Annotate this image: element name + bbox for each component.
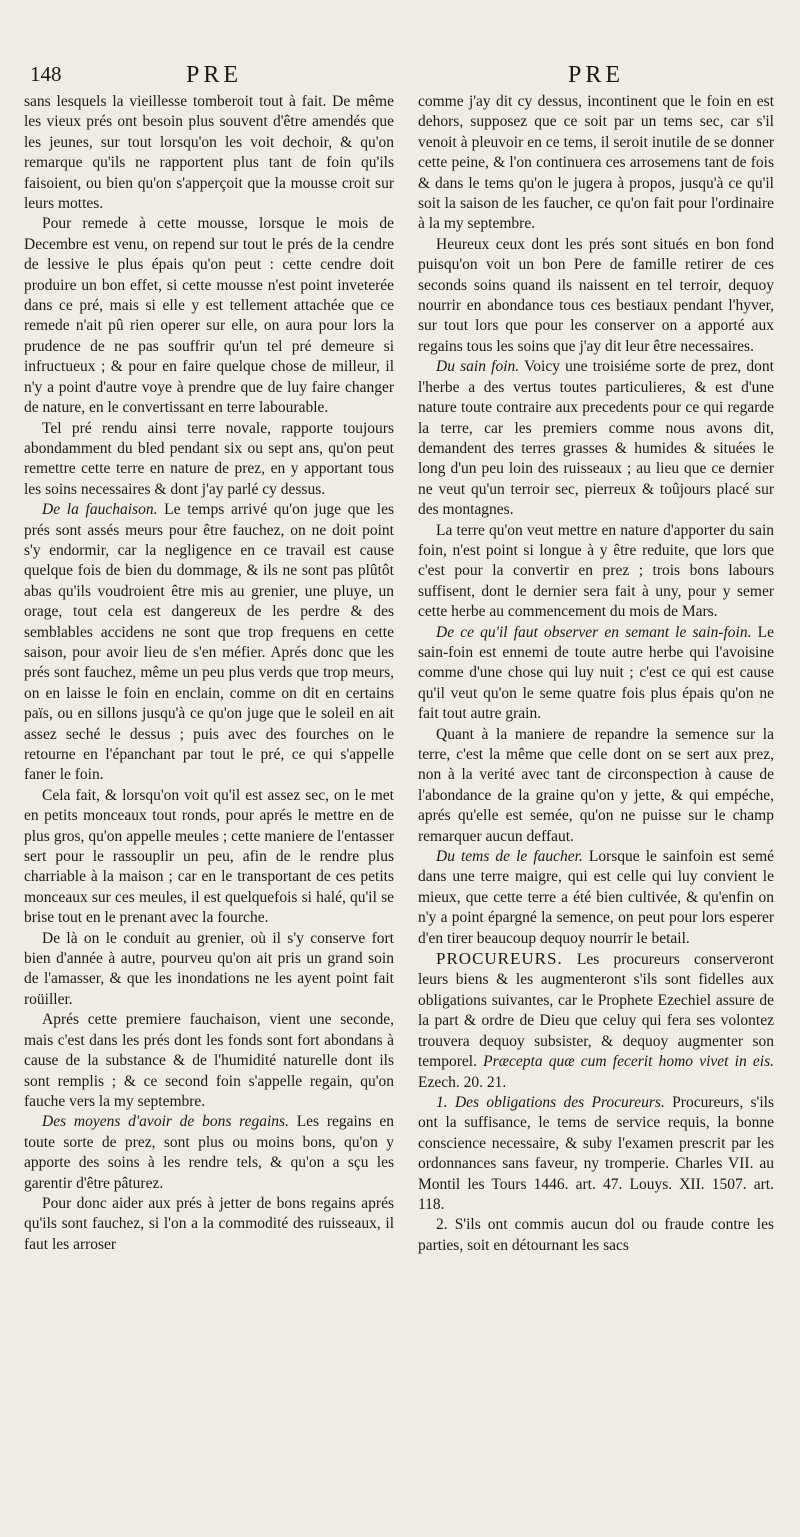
section-heading: Des moyens d'avoir de bons regains.: [42, 1113, 289, 1131]
paragraph: Aprés cette premiere fauchaison, vient une seconde, mais c'est dans les prés dont les fonds sont fort abondans à cause de la substance & de l'humidité naturelle dont ils sont remplis ; & ce second foin s'appelle regain, qu'on fauche vers la my septembre.: [24, 1011, 394, 1110]
paragraph: De la fauchaison. Le temps arrivé qu'on juge que les prés sont assés meurs pour être fauchez, on ne doit point s'y endormir, car la negligence en ce travail est cause quelque fois de bien du dommage, & ils ne sont pas plûtôt abas qu'ils voudroient être mis au grenier, une pluye, un orage, tout cela est dangereux de les perdre & des semblables accidens ne sont que trop frequens en cette saison, pour avoir lieu de s'en méfier. Aprés donc que les prés sont fauchez, même un peu plus verds que trop meurs, on en laisse le foin en enclain, comme on dit en certains païs, ou en sillons jusqu'à ce qu'on juge que le soleil en ait assez seché le dessus ; puis avec des fourches on le retourne en l'épanchant par tout le pré, ce qui s'appelle faner le foin.: [24, 501, 395, 784]
left-column: [24, 92, 394, 1255]
paragraph: 2. S'ils ont commis aucun dol ou fraude contre les parties, soit en détournant les sacs: [418, 1216, 774, 1254]
paragraph: Pour donc aider aux prés à jetter de bons regains aprés qu'ils sont fauchez, si l'on a la commodité des ruisseaux, il faut les arroser: [24, 1194, 394, 1253]
paragraph: Des moyens d'avoir de bons regains. Les regains en toute sorte de prez, sont plus ou moins bons, qu'on y apporte des soins à les rendre tels, & qu'on a sçu les garentir d'être pâturez.: [24, 1113, 394, 1192]
paragraph: Quant à la maniere de repandre la semence sur la terre, c'est la même que celle dont on se sert aux prez, non à la verité avec tant de circonspection à cause de l'abondance de la graine qu'on y jette, & qui empéche, aprés qu'elle est semée, qu'on ne puisse sur le champ remarquer aucun deffaut.: [418, 725, 774, 845]
paragraph: De là on le conduit au grenier, où il s'y conserve fort bien d'année à autre, pourveu qu'on ait pris un grand soin de l'amasser, & que les inondations ne les ayent point fait roüiller.: [24, 929, 394, 1008]
paragraph: 1. Des obligations des Procureurs. Procureurs, s'ils ont la suffisance, le tems de service requis, la bonne conscience necessaire, & suby l'examen prescrit par les ordonnances sans faveur, ny tromperie. Charles VII. au Montil les Tours 1446. art. 47. Louys. XII. 1507. art. 118.: [418, 1093, 774, 1213]
paragraph: Du sain foin. Voicy une troisiéme sorte de prez, dont l'herbe a des vertus toutes particulieres, & est d'une nature toute contraire aux precedents pour ce qui regarde la terre, car les premiers comme nous avons dit, demandent des terres grasses & humides & situées le long d'un peu loin des ruisseaux ; au lieu que ce dernier ne veut qu'un terroir sec, pierreux & toûjours placé sur des montagnes.: [418, 358, 774, 519]
paragraph: comme j'ay dit cy dessus, incontinent que le foin en est dehors, supposez que ce soit par un tems sec, car s'il venoit à pleuvoir en ce tems, il seroit inutile de se donner cette peine, & l'on continuera ces arrosemens tant de fois & dans le tems qu'on le jugera à propos, jusqu'à ce qu'il soit la saison de les faucher, ce qu'on fait pour l'ordinaire à la my septembre.: [418, 93, 774, 233]
paragraph: La terre qu'on veut mettre en nature d'apporter du sain foin, n'est point si longue à y être reduite, que lors que c'est pour la convertir en prez ; trois bons labours suffisent, dont le dernier sera fait à uny, pour y semer cette herbe au commencement du mois de Mars.: [418, 521, 774, 621]
paragraph: Tel pré rendu ainsi terre novale, rapporte toujours abondamment du bled pendant six ou sept ans, qu'on peut remettre cette terre en nature de prez, en y apportant tous les soins necessaires & dont j'ay parlé cy dessus.: [24, 419, 394, 498]
paragraph: Pour remede à cette mousse, lorsque le mois de Decembre est venu, on repend sur tout le prés de la cendre de lessive le plus épais qu'on peut : cette cendre doit produire un bon effet, si cette mousse n'est point inveterée dans ce pré, mais si elle y est tellement attachée que ce remede n'ait pû rien operer sur elle, on aura pour lors la prudence de ne pas souffrir qu'un tel pré demeure si infructueux ; & pour en faire quelque chose de milleur, il n'y a point d'autre voye à prendre que de luy faire changer de nature, en le convertissant en terre labourable.: [24, 215, 394, 417]
section-heading: De ce qu'il faut observer en semant le sain-foin.: [436, 623, 752, 641]
latin-quote: Præcepta quæ cum fecerit homo vivet in eis.: [483, 1053, 774, 1071]
paragraph: De ce qu'il faut observer en semant le sain-foin. Le sain-foin est ennemi de toute autre herbe qui l'avoisine comme d'une chose qui luy nuit ; c'est ce qui est cause qu'il veut qu'on le seme quatre fois plus épais qu'on ne fait tout autre grain.: [418, 623, 775, 723]
running-header: [0, 62, 800, 90]
paragraph: sans lesquels la vieillesse tomberoit tout à fait. De même les vieux prés ont besoin plus souvent d'être amendés que les jeunes, sur tout lorsqu'on les voit dechoir, & qu'on remarque qu'ils ne rapportent plus tant de foin qu'ils faisoient, ou bien qu'on s'apperçoit que la mousse croit sur leurs mottes.: [24, 93, 394, 213]
paragraph: Heureux ceux dont les prés sont situés en bon fond puisqu'on voit un bon Pere de famille retirer de ces seconds soins quand ils naissent en tel terroir, dequoy nourrir en abondance tous ces bestiaux pendant l'hyver, sur tout lors que pour les conserver on a apporté aux regains tous les soins que j'ay dit leur être necessaires.: [418, 235, 774, 355]
paragraph: Cela fait, & lorsqu'on voit qu'il est assez sec, on le met en petits monceaux tout ronds, pour aprés le mettre en de plus gros, qu'on appelle meules ; cette maniere de l'entasser sert pour le rassouplir un peu, afin de le rendre plus charriable à la maison ; car en le transportant de ces petits monceaux sur ces meules, il est quelquefois si halé, qu'il se brise tout en le prenant avec la fourche.: [24, 786, 394, 927]
paragraph: Du tems de le faucher. Lorsque le sainfoin est semé dans une terre maigre, qui est celle qui luy convient le mieux, que cette terre a été bien cultivée, & qu'enfin on n'y a point épargné la semence, on peut pour lors esperer d'en tirer beaucoup dequoy nourrir le betail.: [418, 848, 774, 947]
section-heading: 1. Des obligations des Procureurs.: [436, 1093, 665, 1111]
right-column: [418, 92, 774, 1256]
page-number: 148: [30, 62, 62, 86]
section-heading: De la fauchaison.: [42, 501, 158, 519]
section-heading: Du tems de le faucher.: [436, 848, 583, 866]
entry-heading: PROCUREURS.: [436, 949, 563, 969]
left-running-head: PRE: [186, 62, 243, 88]
right-running-head: PRE: [568, 62, 625, 88]
section-heading: Du sain foin.: [436, 358, 520, 376]
paragraph: PROCUREURS. Les procureurs conserveront leurs biens & les augmenteront s'ils sont fidelles aux obligations suivantes, car le Prophete Ezechiel assure de la part & ordre de Dieu que celuy qui fera ses volontez trouvera dequoy subsister, & dequoy augmenter son temporel. Præcepta quæ cum fecerit homo vivet in eis. Ezech. 20. 21.: [418, 949, 774, 1091]
